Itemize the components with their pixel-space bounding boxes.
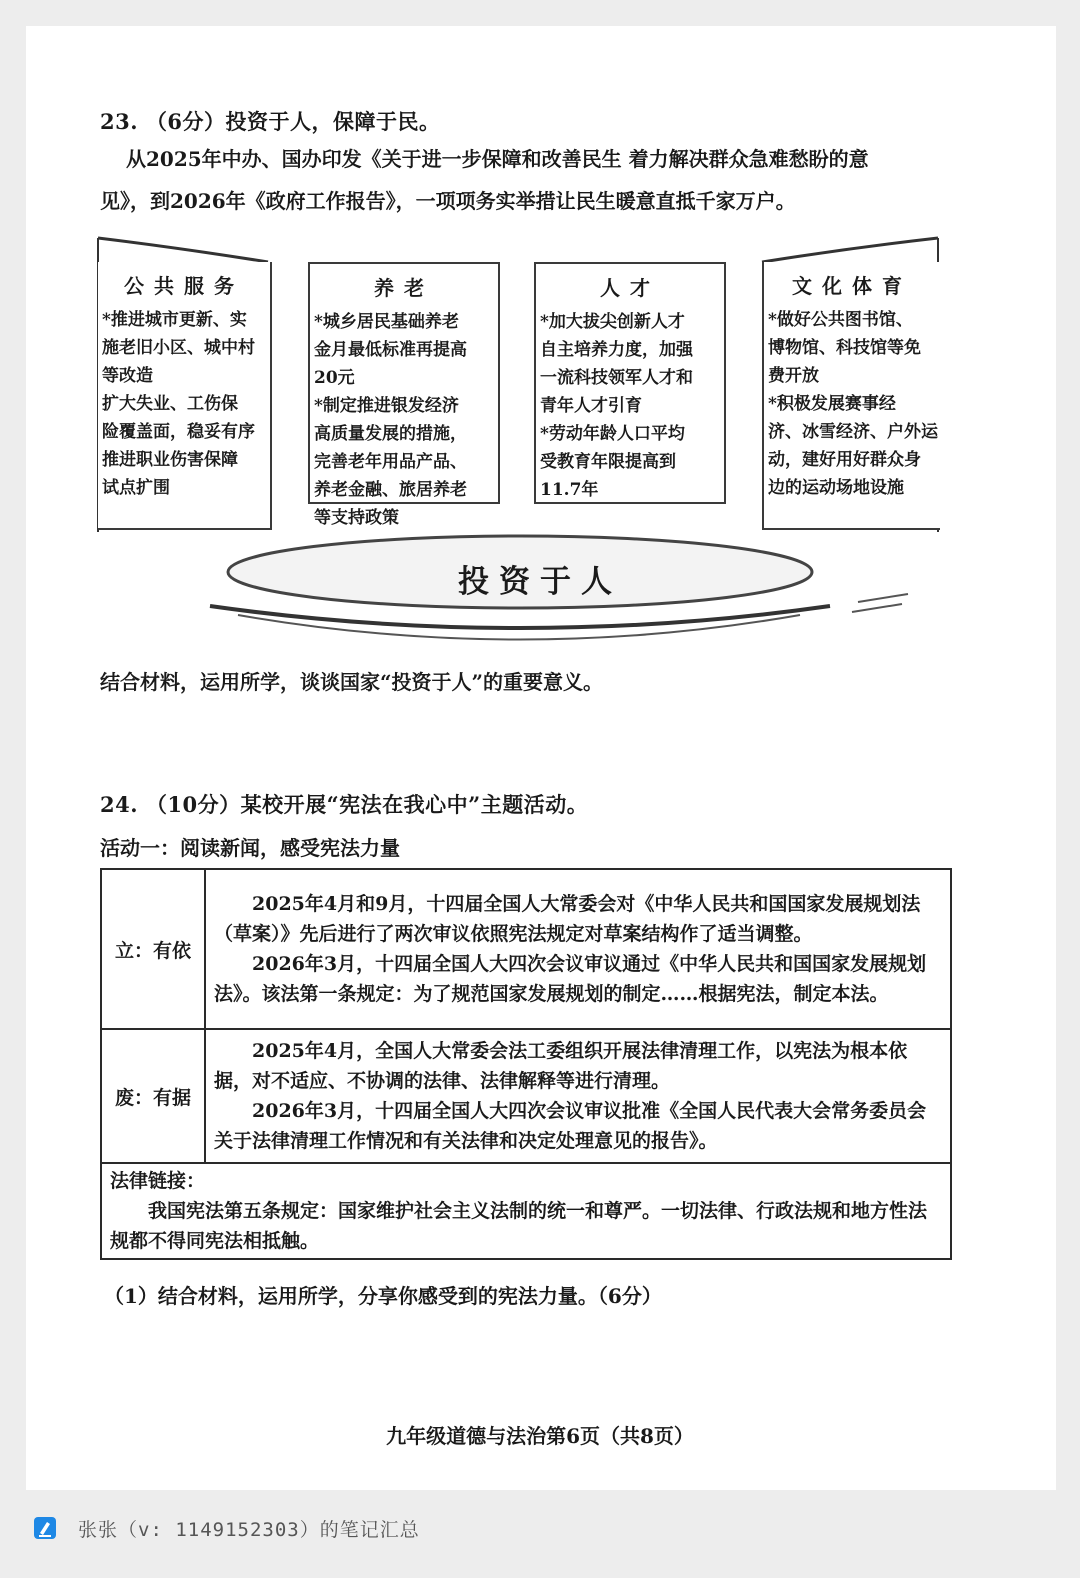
table-row	[101, 869, 951, 1029]
notebook-icon	[32, 1515, 58, 1541]
panel-line: 试点扩围	[102, 478, 170, 498]
panel-line: 推进职业伤害保障	[102, 450, 238, 470]
panel-line: 自主培养力度，加强	[540, 340, 693, 360]
row-content	[205, 1029, 951, 1163]
news-paragraph: 2026年3月，十四届全国人大四次会议审议通过《中华人民共和国国家发展规划法》。该法第一条规定：为了规范国家发展规划的制定……根据宪法，制定本法。	[214, 953, 927, 1005]
panel-line: 青年人才引育	[540, 396, 642, 416]
panel-line: 20元	[314, 368, 355, 388]
law-link-title: 法律链接：	[110, 1170, 206, 1192]
banner-invest-in-people: 投资于人	[458, 564, 622, 600]
q23-question: 结合材料，运用所学，谈谈国家“投资于人”的重要意义。	[100, 670, 604, 694]
panel-line: *推进城市更新、实	[102, 310, 247, 330]
row-content	[205, 869, 951, 1029]
watermark	[32, 1508, 420, 1548]
panel-line: 济、冰雪经济、户外运	[768, 422, 938, 442]
q23-intro-line2: 见》，到2026年《政府工作报告》，一项项务实举措让民生暖意直抵千家万户。	[100, 189, 796, 213]
table-row	[101, 1029, 951, 1163]
constitution-news-table	[100, 868, 952, 1260]
panel-public-service	[98, 262, 272, 530]
panel-title: 文化体育	[792, 274, 912, 298]
panel-line: *加大拔尖创新人才	[540, 312, 685, 332]
panel-line: 施老旧小区、城中村	[102, 338, 255, 358]
panel-line: 费开放	[768, 366, 819, 386]
q24-sub-question: （1）结合材料，运用所学，分享你感受到的宪法力量。（6分）	[104, 1284, 662, 1308]
q24-heading: 24. （10分）某校开展“宪法在我心中”主题活动。	[100, 792, 589, 817]
panel-line: 动，建好用好群众身	[768, 450, 921, 470]
panel-line: 一流科技领军人才和	[540, 368, 693, 388]
panel-line: *积极发展赛事经	[768, 394, 896, 414]
panel-line: *城乡居民基础养老	[314, 312, 459, 332]
law-link-text: 我国宪法第五条规定：国家维护社会主义法制的统一和尊严。一切法律、行政法规和地方性法规都不得同宪法相抵触。	[110, 1200, 928, 1252]
panel-talent	[534, 262, 726, 504]
panel-line: 险覆盖面，稳妥有序	[102, 422, 255, 442]
panel-line: 等支持政策	[314, 508, 399, 528]
panel-line: 金月最低标准再提高	[314, 340, 467, 360]
panel-line: 边的运动场地设施	[768, 478, 904, 498]
panel-culture-sports	[762, 262, 940, 530]
page-footer: 九年级道德与法治第6页（共8页）	[386, 1424, 694, 1448]
panel-line: 等改造	[102, 366, 153, 386]
panel-title: 公共服务	[124, 274, 244, 298]
panel-line: *劳动年龄人口平均	[540, 424, 685, 444]
panel-line: *做好公共图书馆、	[768, 310, 913, 330]
panel-line: 11.7年	[540, 480, 599, 500]
panel-elderly-care	[308, 262, 500, 528]
row-label: 废：有据	[101, 1029, 205, 1163]
panel-line: 博物馆、科技馆等免	[768, 338, 921, 358]
q23-intro-line1: 从2025年中办、国办印发《关于进一步保障和改善民生 着力解决群众急难愁盼的意	[126, 147, 869, 171]
panel-title: 人才	[600, 276, 660, 300]
news-paragraph: 2026年3月，十四届全国人大四次会议审议批准《全国人民代表大会常务委员会关于法律清理工作情况和有关法律和决定处理意见的报告》。	[214, 1100, 927, 1152]
panel-line: 受教育年限提高到	[540, 452, 676, 472]
panel-line: *制定推进银发经济	[314, 396, 459, 416]
law-link-cell	[101, 1163, 951, 1259]
panel-line: 扩大失业、工伤保	[102, 394, 238, 414]
watermark-text: 张张（v: 1149152303）的笔记汇总	[78, 1518, 420, 1541]
q23-heading: 23. （6分）投资于人，保障于民。	[100, 109, 441, 134]
row-label: 立：有依	[101, 869, 205, 1029]
q24-activity-title: 活动一：阅读新闻，感受宪法力量	[100, 836, 400, 860]
table-row	[101, 1163, 951, 1259]
news-paragraph: 2025年4月和9月，十四届全国人大常委会对《中华人民共和国国家发展规划法（草案）》先后进行了两次审议依照宪法规定对草案结构作了适当调整。	[214, 893, 921, 945]
news-paragraph: 2025年4月，全国人大常委会法工委组织开展法律清理工作，以宪法为根本依据，对不适应、不协调的法律、法律解释等进行清理。	[214, 1040, 908, 1092]
panel-line: 养老金融、旅居养老	[314, 480, 467, 500]
panel-line: 高质量发展的措施，	[314, 424, 467, 444]
panel-line: 完善老年用品产品、	[314, 452, 467, 472]
panel-title: 养老	[374, 276, 434, 300]
